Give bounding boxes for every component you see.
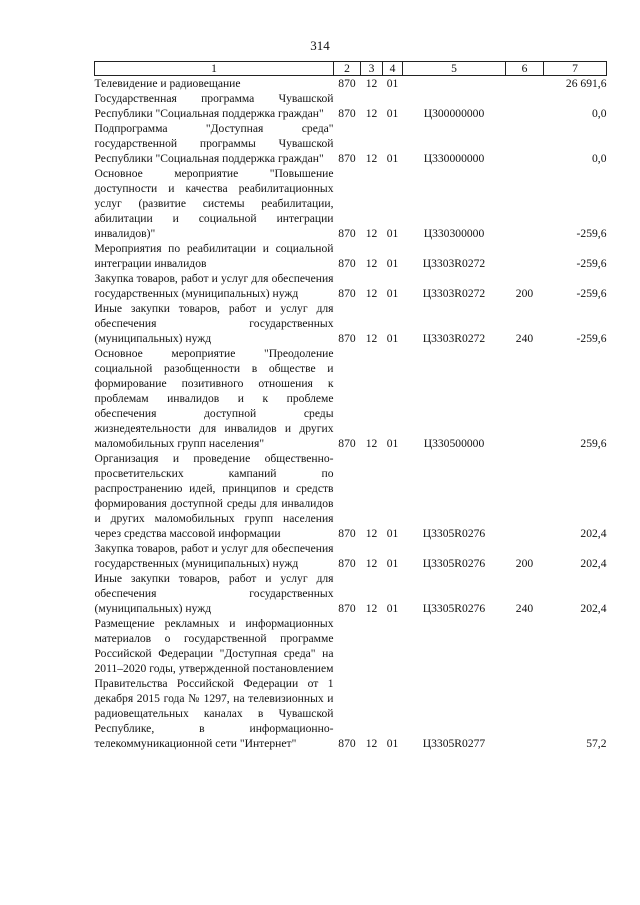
table-row	[95, 271, 607, 301]
section-code-cell: 12	[365, 107, 378, 120]
row-name-cell: Основное мероприятие "Повышение доступности и качества реабилитационных услуг (развитие системы реабилитации, абилитации и социальной интеграции инвалидов)"	[94, 167, 334, 240]
expense-type-cell	[506, 91, 544, 121]
amount-cell: 202,4	[580, 602, 607, 615]
amount-cell: 0,0	[592, 107, 607, 120]
expense-type-cell: 200	[515, 557, 534, 570]
table-row	[95, 541, 607, 571]
subsection-code-cell: 01	[386, 332, 399, 345]
subsection-code-cell: 01	[386, 152, 399, 165]
target-article-cell: Ц300000000	[423, 107, 485, 120]
table-header-row	[95, 62, 607, 76]
row-name-cell: Основное мероприятие "Преодоление социальной разобщенности в обществе и формирование позитивного отношения к проблемам инвалидов и к проблеме обеспечения доступной среды жизнедеятельности для инвалидов и других маломобильных групп населения"	[94, 347, 334, 450]
expense-type-cell	[506, 346, 544, 451]
amount-cell: 259,6	[580, 437, 607, 450]
ministry-code-cell: 870	[338, 107, 356, 120]
amount-cell: 202,4	[580, 527, 607, 540]
expense-type-cell	[506, 76, 544, 92]
table-row	[95, 451, 607, 541]
subsection-code-cell: 01	[386, 287, 399, 300]
table-row	[95, 346, 607, 451]
section-code-cell: 12	[365, 332, 378, 345]
expense-type-cell: 240	[515, 602, 534, 615]
expense-type-cell	[506, 241, 544, 271]
ministry-code-cell: 870	[338, 602, 356, 615]
amount-cell: 26 691,6	[565, 77, 607, 90]
subsection-code-cell: 01	[386, 227, 399, 240]
row-name-cell: Государственная программа Чувашской Республики "Социальная поддержка граждан"	[94, 92, 334, 120]
row-name-cell: Иные закупки товаров, работ и услуг для обеспечения государственных (муниципальных) нужд	[94, 572, 334, 615]
amount-cell: 57,2	[586, 737, 607, 750]
column-header: 2	[334, 62, 361, 76]
amount-cell: 202,4	[580, 557, 607, 570]
section-code-cell: 12	[365, 527, 378, 540]
ministry-code-cell: 870	[338, 437, 356, 450]
column-header: 1	[95, 62, 334, 76]
section-code-cell: 12	[365, 77, 378, 90]
table-row	[95, 121, 607, 166]
section-code-cell: 12	[365, 557, 378, 570]
ministry-code-cell: 870	[338, 152, 356, 165]
section-code-cell: 12	[365, 602, 378, 615]
ministry-code-cell: 870	[338, 257, 356, 270]
table-row	[95, 301, 607, 346]
subsection-code-cell: 01	[386, 257, 399, 270]
target-article-cell: Ц3305R0276	[422, 557, 486, 570]
target-article-cell: Ц3305R0276	[422, 527, 486, 540]
section-code-cell: 12	[365, 737, 378, 750]
row-name-cell: Закупка товаров, работ и услуг для обеспечения государственных (муниципальных) нужд	[94, 272, 334, 300]
column-header: 3	[361, 62, 383, 76]
row-name-cell: Подпрограмма "Доступная среда" государственной программы Чувашской Республики "Социальная поддержка граждан"	[94, 122, 334, 165]
ministry-code-cell: 870	[338, 227, 356, 240]
ministry-code-cell: 870	[338, 527, 356, 540]
table-row	[95, 571, 607, 616]
target-article-cell: Ц3303R0272	[422, 287, 486, 300]
subsection-code-cell: 01	[386, 557, 399, 570]
row-name-cell: Размещение рекламных и информационных материалов о государственной программе Российской Федерации "Доступная среда" на 2011–2020 годы, утвержденной постановлением Правительства Российской Федерации от 1 декабря 2015 года № 1297, на телевизионных и радиовещательных каналах в Чувашской Республике, в информационно-телекоммуникационной сети "Интернет"	[94, 617, 334, 750]
target-article-cell: Ц3303R0272	[422, 332, 486, 345]
amount-cell: -259,6	[576, 332, 607, 345]
section-code-cell: 12	[365, 152, 378, 165]
page-number: 314	[310, 38, 330, 53]
section-code-cell: 12	[365, 227, 378, 240]
row-name-cell: Телевидение и радиовещание	[94, 77, 241, 90]
expense-type-cell: 200	[515, 287, 534, 300]
target-article-cell: Ц330000000	[423, 152, 485, 165]
table-body	[95, 76, 607, 752]
target-article-cell: Ц330500000	[423, 437, 485, 450]
ministry-code-cell: 870	[338, 77, 356, 90]
target-article-cell	[403, 76, 506, 92]
target-article-cell: Ц3305R0276	[422, 602, 486, 615]
expense-type-cell	[506, 616, 544, 751]
row-name-cell: Закупка товаров, работ и услуг для обеспечения государственных (муниципальных) нужд	[94, 542, 334, 570]
target-article-cell: Ц330300000	[423, 227, 485, 240]
ministry-code-cell: 870	[338, 557, 356, 570]
table-row	[95, 91, 607, 121]
row-name-cell: Мероприятия по реабилитации и социальной интеграции инвалидов	[94, 242, 334, 270]
table-row	[95, 76, 607, 92]
expense-type-cell	[506, 166, 544, 241]
ministry-code-cell: 870	[338, 287, 356, 300]
section-code-cell: 12	[365, 287, 378, 300]
target-article-cell: Ц3303R0272	[422, 257, 486, 270]
amount-cell: 0,0	[592, 152, 607, 165]
table-row	[95, 241, 607, 271]
budget-table	[94, 61, 607, 751]
amount-cell: -259,6	[576, 287, 607, 300]
subsection-code-cell: 01	[386, 77, 399, 90]
ministry-code-cell: 870	[338, 332, 356, 345]
column-header: 6	[506, 62, 544, 76]
target-article-cell: Ц3305R0277	[422, 737, 486, 750]
amount-cell: -259,6	[576, 227, 607, 240]
column-header: 7	[544, 62, 607, 76]
subsection-code-cell: 01	[386, 602, 399, 615]
expense-type-cell: 240	[515, 332, 534, 345]
table-row	[95, 166, 607, 241]
expense-type-cell	[506, 451, 544, 541]
column-header: 4	[383, 62, 403, 76]
ministry-code-cell: 870	[338, 737, 356, 750]
subsection-code-cell: 01	[386, 527, 399, 540]
table-row	[95, 616, 607, 751]
subsection-code-cell: 01	[386, 737, 399, 750]
row-name-cell: Организация и проведение общественно-просветительских кампаний по распространению идей, принципов и средств формирования доступной среды для инвалидов и других маломобильных групп населения через средства массовой информации	[94, 452, 334, 540]
section-code-cell: 12	[365, 257, 378, 270]
subsection-code-cell: 01	[386, 107, 399, 120]
amount-cell: -259,6	[576, 257, 607, 270]
expense-type-cell	[506, 121, 544, 166]
subsection-code-cell: 01	[386, 437, 399, 450]
row-name-cell: Иные закупки товаров, работ и услуг для обеспечения государственных (муниципальных) нужд	[94, 302, 334, 345]
section-code-cell: 12	[365, 437, 378, 450]
column-header: 5	[403, 62, 506, 76]
